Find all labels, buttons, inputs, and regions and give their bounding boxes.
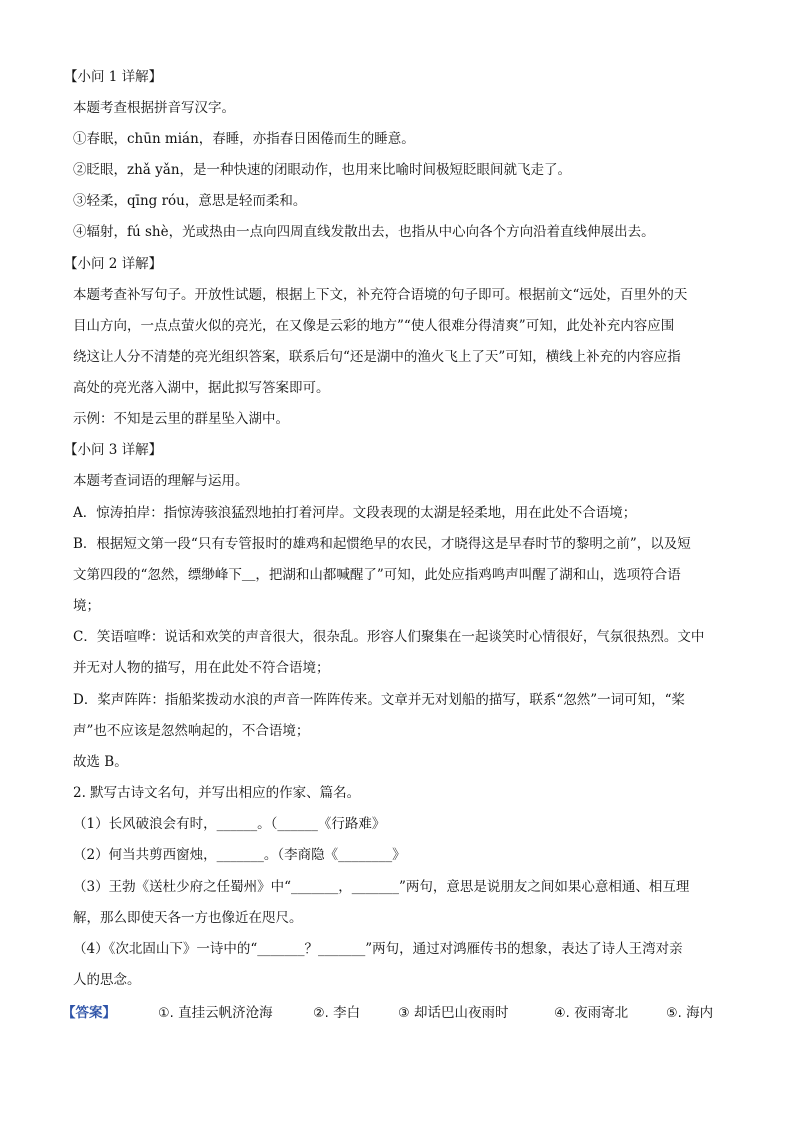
text-line: 境； <box>73 598 100 614</box>
section-header-q3: 【小问 3 详解】 <box>64 442 163 458</box>
answer-item <box>158 1002 273 1025</box>
question-item: （2）何当共剪西窗烛，_______。（李商隐《________》 <box>73 847 406 863</box>
text-line: A．惊涛拍岸：指惊涛骇浪猛烈地拍打着河岸。文段表现的太湖是轻柔地，用在此处不合语境； <box>73 505 637 521</box>
text-line: 并无对人物的描写，用在此处不符合语境； <box>73 660 330 676</box>
text-line: 高处的亮光落入湖中，据此拟写答案即可。 <box>73 380 330 396</box>
text-line: C．笑语喧哗：说话和欢笑的声音很大，很杂乱。形容人们聚集在一起谈笑时心情很好，气氛很热烈。文中 <box>73 629 705 645</box>
text-line: 示例：不知是云里的群星坠入湖中。 <box>73 411 289 427</box>
question-item: 解，那么即使天各一方也像近在咫尺。 <box>73 910 303 926</box>
text-line: 本题考查根据拼音写汉字。 <box>73 100 235 116</box>
text-line: 绕这让人分不清楚的亮光组织答案，联系后句“还是湖中的渔火飞上了天”可知，横线上补充的内容应指 <box>73 349 681 365</box>
text-line: ②眨眼，zhǎ yǎn，是一种快速的闭眼动作，也用来比喻时间极短眨眼间就飞走了。 <box>73 162 572 178</box>
answer-number: ②. <box>313 1006 329 1021</box>
answer-item <box>666 1002 713 1025</box>
answer-number: ①. <box>158 1006 174 1021</box>
text-line: 目山方向，一点点萤火似的亮光，在又像是云彩的地方”“使人很难分得清爽”可知，此处补充内容应围 <box>73 318 675 334</box>
answer-label: 【答案】 <box>62 1005 116 1021</box>
text-line: ①春眠，chūn mián，春睡，亦指春日困倦而生的睡意。 <box>73 131 415 147</box>
answer-text: 直挂云帆济沧海 <box>178 1005 273 1021</box>
question-item: 人的思念。 <box>73 972 141 988</box>
text-line: D．桨声阵阵：指船桨拨动水浪的声音一阵阵传来。文章并无对划船的描写，联系“忽然”一词可知，“桨 <box>73 692 686 708</box>
question-item: （1）长风破浪会有时，______。（______《行路难》 <box>73 816 386 832</box>
section-header-q2: 【小问 2 详解】 <box>64 256 163 272</box>
answer-item <box>554 1002 628 1025</box>
text-line: 文第四段的“忽然，缥缈峰下＿，把湖和山都喊醒了”可知，此处应指鸡鸣声叫醒了湖和山，选项符合语 <box>73 567 681 583</box>
text-line: 故选 B。 <box>73 754 128 770</box>
text-line: ④辐射，fú shè，光或热由一点向四周直线发散出去，也指从中心向各个方向沿着直线伸展出去。 <box>73 224 655 240</box>
answer-number: ⑤. <box>666 1006 682 1021</box>
answer-row <box>62 1002 732 1024</box>
text-line: 本题考查补写句子。开放性试题，根据上下文，补充符合语境的句子即可。根据前文“远处，百里外的天 <box>73 287 688 303</box>
question-title: 2. 默写古诗文名句，并写出相应的作家、篇名。 <box>73 785 361 801</box>
answer-item <box>398 1002 508 1025</box>
answer-text: 海内 <box>686 1005 714 1021</box>
answer-item <box>313 1002 360 1025</box>
answer-number: ③ <box>398 1006 410 1021</box>
text-line: B．根据短文第一段“只有专管报时的雄鸡和起惯绝早的农民，才晓得这是早春时节的黎明之前”，以及短 <box>73 536 691 552</box>
question-item: （4）《次北固山下》一诗中的“_______？_______”两句，通过对鸿雁传书的想象，表达了诗人王湾对亲 <box>73 941 683 957</box>
text-line: ③轻柔，qīng róu，意思是轻而柔和。 <box>73 193 307 209</box>
text-line: 本题考查词语的理解与运用。 <box>73 473 249 489</box>
question-item: （3）王勃《送杜少府之任蜀州》中“_______，_______”两句，意思是说朋友之间如果心意相通、相互理 <box>73 879 690 895</box>
answer-text: 却话巴山夜雨时 <box>413 1005 509 1021</box>
section-header-q1: 【小问 1 详解】 <box>64 69 163 85</box>
answer-number: ④. <box>554 1006 570 1021</box>
text-line: 声”也不应该是忽然响起的，不合语境； <box>73 723 310 739</box>
answer-text: 夜雨寄北 <box>574 1005 629 1021</box>
answer-text: 李白 <box>333 1005 361 1021</box>
